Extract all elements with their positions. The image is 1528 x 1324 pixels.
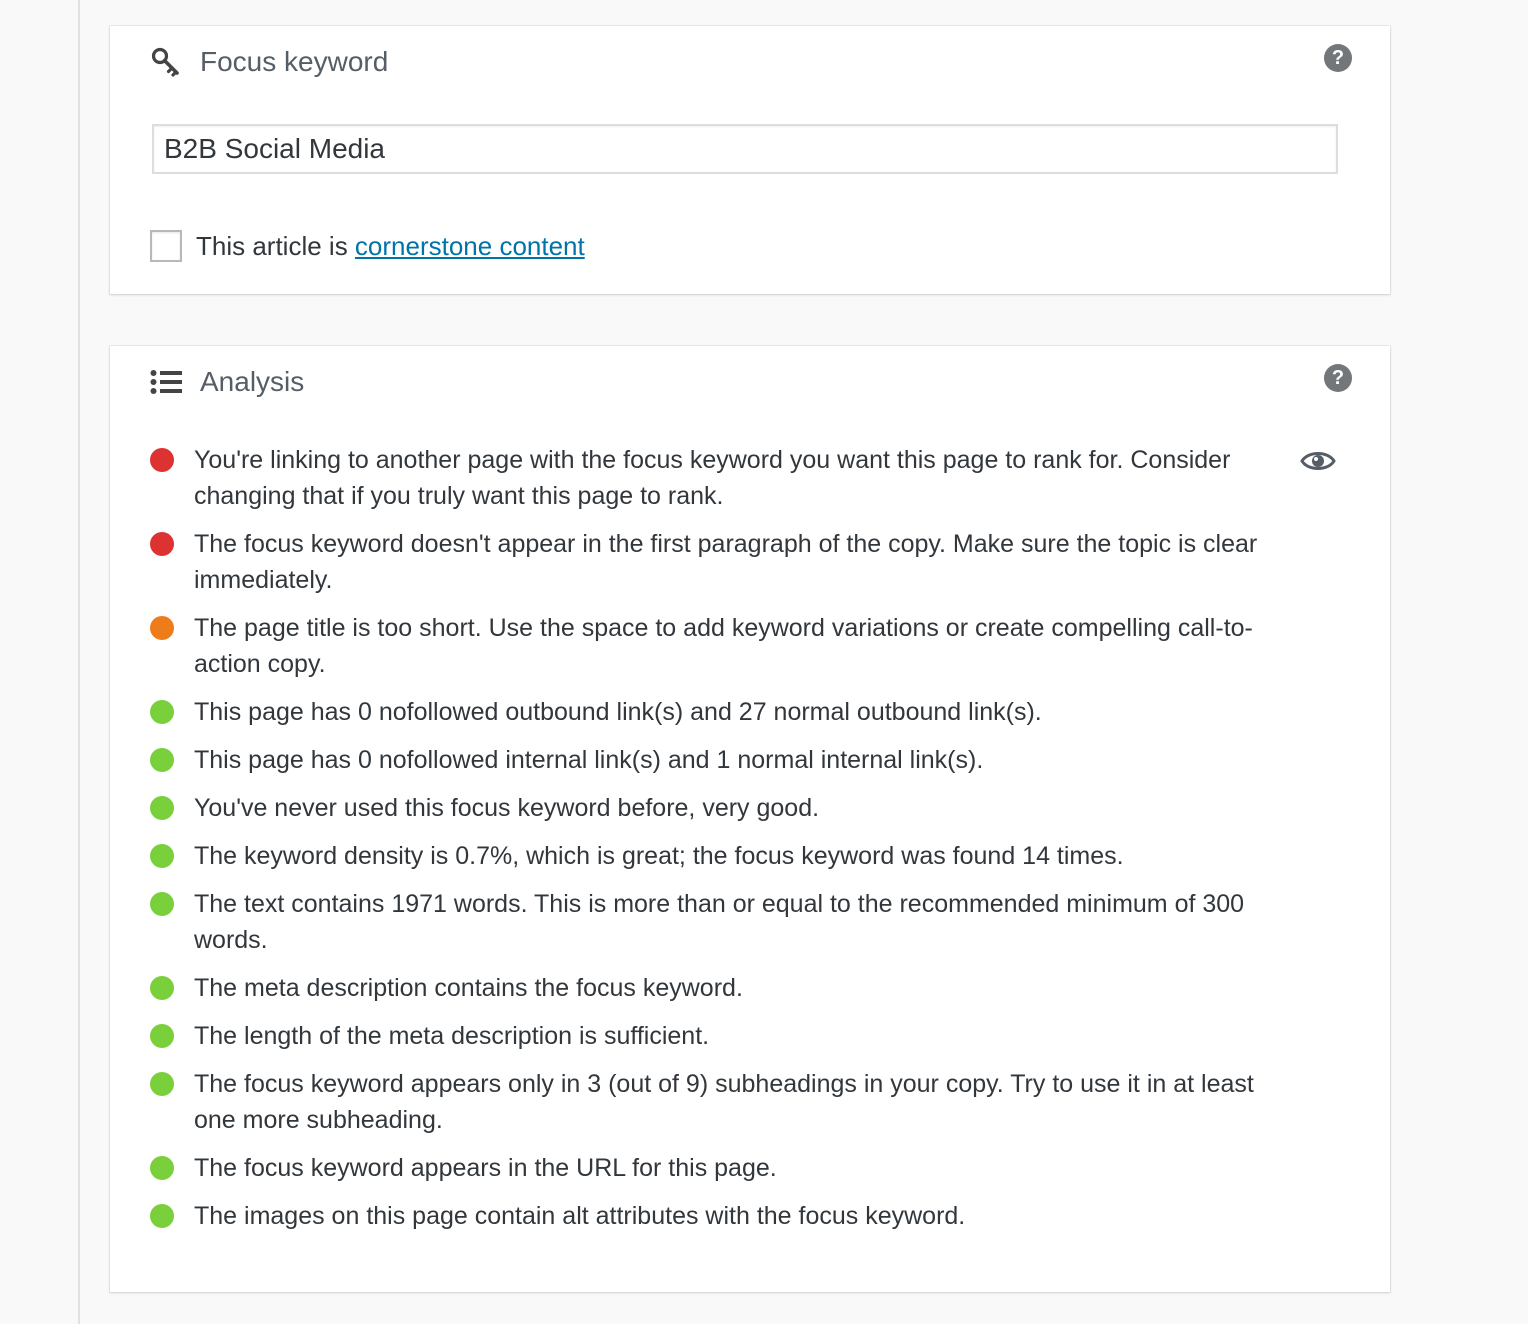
- key-icon: [150, 46, 182, 78]
- analysis-result-text: The focus keyword appears only in 3 (out of 9) subheadings in your copy. Try to use it in at least one more subheading.: [194, 1070, 1254, 1134]
- analysis-result-text: The page title is too short. Use the space to add keyword variations or create compelling call-to-action copy.: [194, 614, 1253, 678]
- analysis-result-text: The keyword density is 0.7%, which is great; the focus keyword was found 14 times.: [194, 842, 1124, 870]
- analysis-result-item: [150, 1066, 1300, 1138]
- analysis-result-text: The focus keyword doesn't appear in the first paragraph of the copy. Make sure the topic is clear immediately.: [194, 530, 1258, 594]
- status-good-bullet: [150, 700, 174, 724]
- focus-keyword-header: [150, 40, 388, 84]
- status-good-bullet: [150, 1024, 174, 1048]
- status-ok-bullet: [150, 616, 174, 640]
- analysis-panel: [110, 346, 1390, 1292]
- question-icon[interactable]: ?: [1324, 364, 1352, 392]
- analysis-result-item: [150, 970, 1300, 1006]
- list-icon: [150, 366, 182, 398]
- focus-keyword-title: Focus keyword: [200, 46, 389, 77]
- analysis-result-item: [150, 886, 1300, 958]
- analysis-result-text: You've never used this focus keyword before, very good.: [194, 794, 820, 822]
- analysis-result-item: [150, 742, 1300, 778]
- status-good-bullet: [150, 844, 174, 868]
- analysis-result-text: The length of the meta description is sufficient.: [194, 1022, 710, 1050]
- analysis-result-item: [150, 526, 1300, 598]
- status-good-bullet: [150, 1156, 174, 1180]
- analysis-result-text: This page has 0 nofollowed internal link(s) and 1 normal internal link(s).: [194, 746, 984, 774]
- analysis-result-item: [150, 1198, 1300, 1234]
- analysis-result-item: [150, 1018, 1300, 1054]
- question-icon[interactable]: ?: [1324, 44, 1352, 72]
- cornerstone-label-prefix: This article is: [196, 230, 355, 261]
- status-good-bullet: [150, 748, 174, 772]
- analysis-result-item: [150, 694, 1300, 730]
- focus-keyword-input[interactable]: [152, 124, 1338, 174]
- status-good-bullet: [150, 1072, 174, 1096]
- focus-keyword-panel: [110, 26, 1390, 294]
- analysis-header: [150, 360, 304, 404]
- analysis-result-text: This page has 0 nofollowed outbound link(s) and 27 normal outbound link(s).: [194, 698, 1042, 726]
- cornerstone-label: [196, 231, 585, 262]
- analysis-result-item: [150, 838, 1300, 874]
- cornerstone-row: [150, 230, 585, 262]
- cornerstone-checkbox[interactable]: [150, 230, 182, 262]
- status-good-bullet: [150, 892, 174, 916]
- status-good-bullet: [150, 1204, 174, 1228]
- cornerstone-content-link[interactable]: cornerstone content: [354, 230, 585, 261]
- status-good-bullet: [150, 976, 174, 1000]
- admin-left-divider: [78, 0, 80, 1324]
- analysis-result-text: The images on this page contain alt attributes with the focus keyword.: [194, 1202, 966, 1230]
- analysis-result-text: The text contains 1971 words. This is more than or equal to the recommended minimum of 300 words.: [194, 890, 1245, 954]
- status-good-bullet: [150, 796, 174, 820]
- analysis-result-text: The meta description contains the focus keyword.: [194, 974, 743, 1002]
- analysis-title: Analysis: [200, 366, 305, 397]
- analysis-results-list: [150, 442, 1300, 1246]
- analysis-result-item: [150, 442, 1300, 514]
- eye-icon[interactable]: [1300, 448, 1336, 474]
- analysis-result-text: You're linking to another page with the focus keyword you want this page to rank for. Consider changing that if you truly want this page to rank.: [194, 446, 1231, 510]
- analysis-result-item: [150, 610, 1300, 682]
- analysis-result-item: [150, 1150, 1300, 1186]
- analysis-result-item: [150, 790, 1300, 826]
- analysis-result-text: The focus keyword appears in the URL for this page.: [194, 1154, 777, 1182]
- status-bad-bullet: [150, 448, 174, 472]
- status-bad-bullet: [150, 532, 174, 556]
